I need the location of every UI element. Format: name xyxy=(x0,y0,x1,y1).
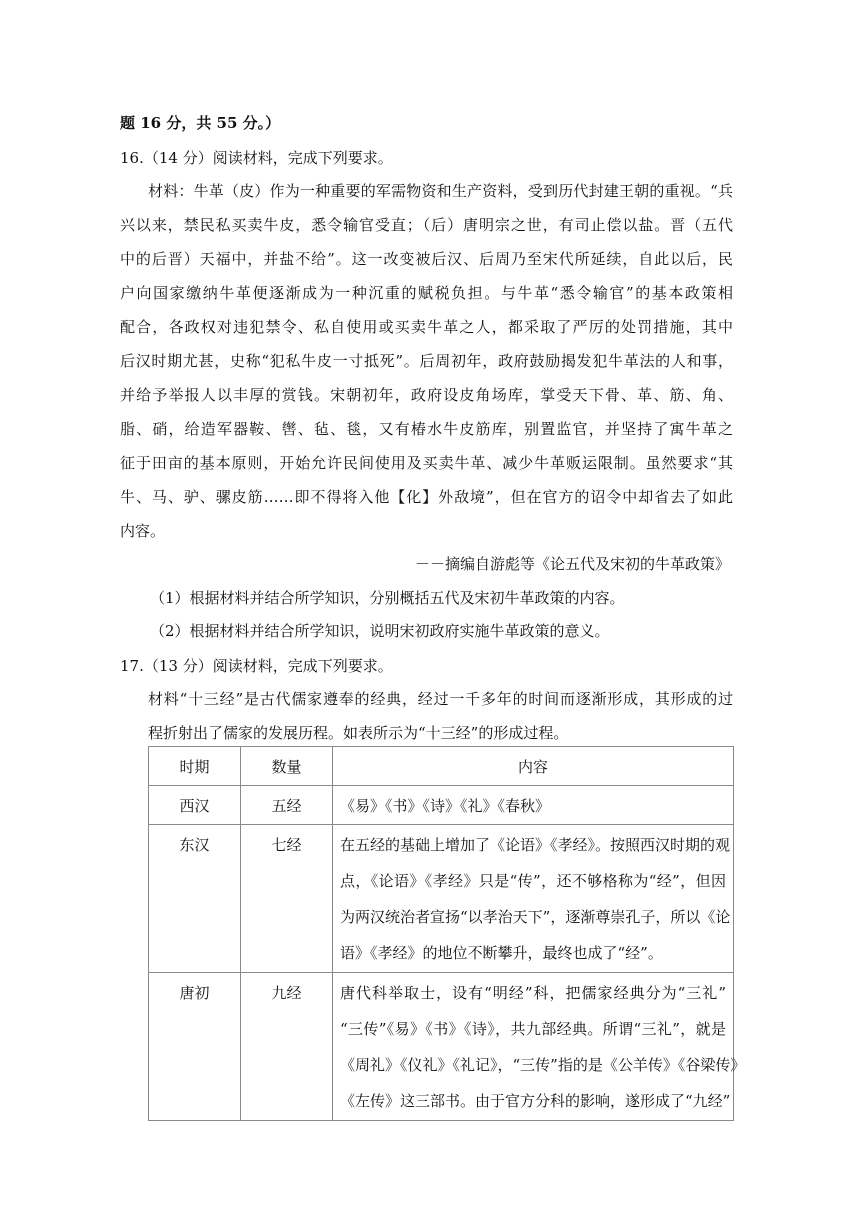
row-content: 唐代科举取士，设有“明经”科，把儒家经典分为“三礼” “三传”《易》《书》《诗》，共九部经典。所谓“三礼”，就是 《周礼》《仪礼》《礼记》，“三传”指的是《公羊传》《谷梁传》 《左传》这三部书。由于官方分科的影响，遂形成了“九经” xyxy=(333,973,734,1121)
row-period: 唐初 xyxy=(149,973,241,1121)
q16-material-line: 中的后晋）天福中，并盐不给”。这一改变被后汉、后周乃至宋代所延续，自此以后，民 xyxy=(120,250,733,268)
q16-material-line: 户向国家缴纳牛革便逐渐成为一种沉重的赋税负担。与牛革“悉令输官”的基本政策相 xyxy=(120,284,733,302)
row-period: 西汉 xyxy=(149,786,241,825)
header-content: 内容 xyxy=(333,747,734,786)
q16-subquestion-1: （1）根据材料并结合所学知识，分别概括五代及宋初牛革政策的内容。 xyxy=(150,589,625,607)
row-count: 五经 xyxy=(241,786,333,825)
q16-material-line: 牛、马、驴、骡皮筋……即不得将入他【化】外敌境”，但在官方的诏令中却省去了如此 xyxy=(120,488,733,506)
q17-header: 17.（13 分）阅读材料，完成下列要求。 xyxy=(120,657,393,675)
header-count: 数量 xyxy=(241,747,333,786)
table-header-row xyxy=(149,747,734,786)
row-content: 《易》《书》《诗》《礼》《春秋》 xyxy=(333,786,734,825)
q17-material-line: 材料“十三经”是古代儒家遵奉的经典，经过一千多年的时间而逐渐形成，其形成的过 xyxy=(148,690,733,708)
q16-material-line: 后汉时期尤甚，史称“犯私牛皮一寸抵死”。后周初年，政府鼓励揭发犯牛革法的人和事， xyxy=(120,352,733,370)
q16-material-line: 并给予举报人以丰厚的赏钱。宋朝初年，政府设皮角场库，掌受天下骨、革、筋、角、 xyxy=(120,386,733,404)
q16-material-line: 配合，各政权对违犯禁令、私自使用或买卖牛革之人，都采取了严厉的处罚措施，其中 xyxy=(120,318,733,336)
q16-material-line: 征于田亩的基本原则，开始允许民间使用及买卖牛革、减少牛革贩运限制。虽然要求“其 xyxy=(120,454,733,472)
row-count: 九经 xyxy=(241,973,333,1121)
q16-material-line: 兴以来，禁民私买卖牛皮，悉令输官受直；（后）唐明宗之世，有司止偿以盐。晋（五代 xyxy=(120,216,733,234)
q16-material-line: 材料：牛革（皮）作为一种重要的军需物资和生产资料，受到历代封建王朝的重视。“兵 xyxy=(148,182,733,200)
q16-material-line: 内容。 xyxy=(120,522,166,540)
q16-header: 16.（14 分）阅读材料，完成下列要求。 xyxy=(120,149,393,167)
row-count: 七经 xyxy=(241,825,333,973)
q16-material-line: 脂、硝，给造军器鞍、辔、毡、毯，又有椿水牛皮筋库，别置监官，并坚持了寓牛革之 xyxy=(120,420,733,438)
classics-formation-table xyxy=(148,746,746,1121)
section-intro: 题 16 分，共 55 分。） xyxy=(120,114,281,132)
q17-material-line: 程折射出了儒家的发展历程。如表所示为“十三经”的形成过程。 xyxy=(148,724,569,742)
q16-source-citation: －－摘编自游彪等《论五代及宋初的牛革政策》 xyxy=(414,555,730,573)
table-row xyxy=(149,825,734,973)
row-content: 在五经的基础上增加了《论语》《孝经》。按照西汉时期的观 点，《论语》《孝经》只是“传”，还不够格称为“经”，但因 为两汉统治者宣扬“以孝治天下”，逐渐尊崇孔子，所以《论 语》《孝经》的地位不断攀升，最终也成了“经”。 xyxy=(333,825,734,973)
table-row xyxy=(149,786,734,825)
row-period: 东汉 xyxy=(149,825,241,973)
header-period: 时期 xyxy=(149,747,241,786)
q16-subquestion-2: （2）根据材料并结合所学知识，说明宋初政府实施牛革政策的意义。 xyxy=(150,622,610,640)
table-row xyxy=(149,973,734,1121)
